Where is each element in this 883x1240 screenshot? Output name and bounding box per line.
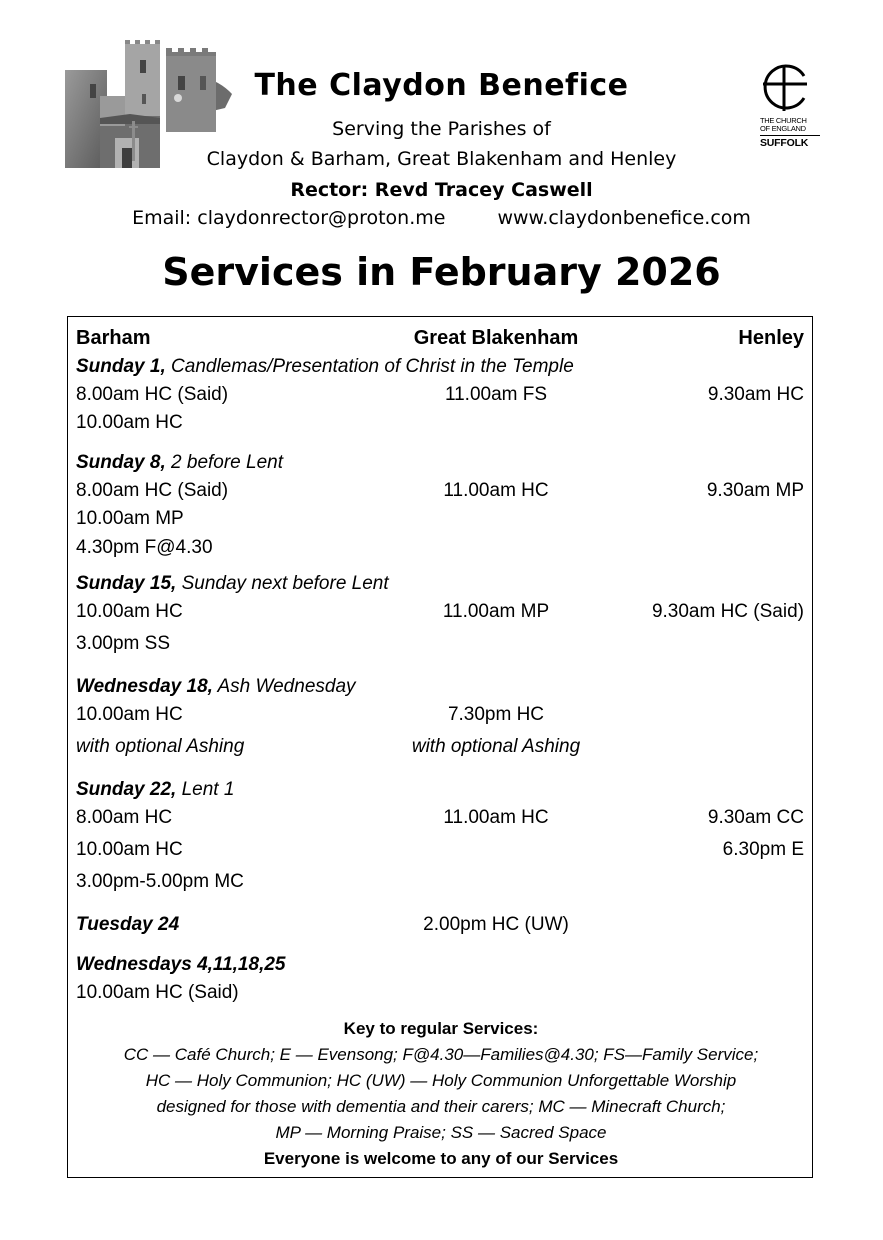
barham-service: 10.00am HC [76,704,183,725]
great-blakenham-service: 2.00pm HC (UW) [423,914,569,935]
service-row [76,704,804,730]
service-row [76,633,804,659]
email-link[interactable]: Email: claydonrector@proton.me [132,207,446,229]
key-line: designed for those with dementia and their carers; MC — Minecraft Church; [156,1097,726,1116]
day-heading [76,779,804,805]
day-label: Sunday 22, [76,779,177,800]
great-blakenham-service: 11.00am MP [442,601,550,622]
barham-service: 10.00am HC [76,412,183,433]
logo-line-3: SUFFOLK [760,135,820,149]
day-heading [76,676,804,702]
benefice-title-text: The Claydon Benefice [254,68,629,103]
key-line: HC — Holy Communion; HC (UW) — Holy Communion Unforgettable Worship [145,1071,737,1090]
barham-service: 8.00am HC (Said) [76,480,229,501]
service-row [76,736,804,762]
column-header-barham: Barham [76,327,151,349]
barham-service: 8.00am HC (Said) [76,384,229,405]
day-heading [76,356,804,382]
day-label: Tuesday 24 [76,914,180,935]
barham-service: 10.00am HC [76,839,183,860]
service-row [76,537,804,563]
day-label: Sunday 15, [76,573,177,594]
great-blakenham-service: 11.00am HC [443,480,549,501]
logo-line-1: THE CHURCH [760,116,807,125]
services-key [68,1019,814,1175]
barham-service: 4.30pm F@4.30 [76,537,213,558]
great-blakenham-service: 11.00am FS [444,384,548,405]
service-row [76,508,804,534]
key-title: Key to regular Services: [343,1019,539,1038]
rector-line: Rector: Revd Tracey Caswell [290,179,593,201]
website-link[interactable]: www.claydonbenefice.com [497,207,751,229]
logo-line-2: OF ENGLAND [760,124,806,133]
henley-service: 9.30am MP [706,480,804,501]
day-label: Sunday 8, [76,452,166,473]
service-row [76,412,804,438]
services-schedule [67,316,813,1178]
barham-service: 3.00pm-5.00pm MC [76,871,244,892]
serving-line: Serving the Parishes of [332,118,551,140]
barham-service: 10.00am HC [76,601,183,622]
service-row [76,807,804,833]
key-line: CC — Café Church; E — Evensong; F@4.30—Families@4.30; FS—Family Service; [123,1045,759,1064]
parishes-line: Claydon & Barham, Great Blakenham and Henley [206,148,677,170]
day-heading [76,954,804,980]
welcome-message: Everyone is welcome to any of our Services [263,1149,619,1168]
henley-service: 9.30am CC [707,807,804,828]
barham-service: 10.00am MP [76,508,184,529]
day-heading [76,914,804,940]
day-occasion: Ash Wednesday [212,676,356,697]
day-label: Wednesdays 4,11,18,25 [76,954,286,975]
day-heading [76,573,804,599]
key-line: MP — Morning Praise; SS — Sacred Space [275,1123,607,1142]
service-row [76,871,804,897]
day-occasion: Lent 1 [176,779,235,800]
henley-service: 9.30am HC [707,384,804,405]
barham-service-note: with optional Ashing [76,736,245,757]
page-title: Services in February 2026 [162,250,721,294]
day-heading [76,452,804,478]
day-occasion: Candlemas/Presentation of Christ in the Temple [165,356,574,377]
day-label: Wednesday 18, [76,676,213,697]
column-header-great-blakenham: Great Blakenham [413,327,579,349]
benefice-title [0,68,883,103]
barham-service: 3.00pm SS [76,633,170,654]
barham-service: 10.00am HC (Said) [76,982,239,1003]
day-occasion: 2 before Lent [165,452,284,473]
day-occasion: Sunday next before Lent [176,573,389,594]
service-row [76,601,804,627]
service-row [76,480,804,506]
great-blakenham-service: 11.00am HC [443,807,549,828]
great-blakenham-service: 7.30pm HC [447,704,545,725]
contact-line [0,207,883,229]
column-header-henley: Henley [738,327,804,349]
day-label: Sunday 1, [76,356,166,377]
henley-service: 6.30pm E [722,839,804,860]
service-row [76,384,804,410]
barham-service: 8.00am HC [76,807,173,828]
service-row [76,982,804,1008]
henley-service: 9.30am HC (Said) [651,601,804,622]
column-headers [76,327,804,353]
great-blakenham-service-note: with optional Ashing [411,736,581,757]
service-row [76,839,804,865]
